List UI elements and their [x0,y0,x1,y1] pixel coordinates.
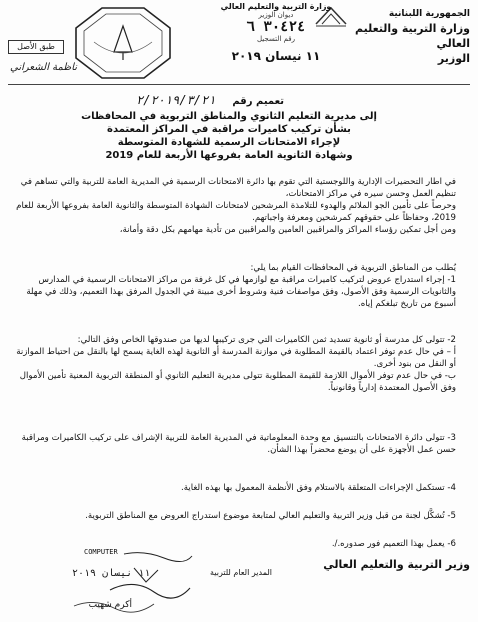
list-item: أ – في حال عدم توفر اعتماد بالقيمة المطلوبة في موازنة المدرسة أو الثانوية لهذه الغاية يسمح لها بالنقل من احتياط الموازنة أو النقل من بنود أخرى. [16,347,456,369]
subject-block [40,110,418,162]
received-date-stamp: ١١ نيسان ٢٠١٩ [72,568,151,579]
list-item: 3- تتولى دائرة الامتحانات بالتنسيق مع وحدة المعلوماتية في المديرية العامة للتربية الإشراف على تركيب الكاميرات ومراقبة حسن عمل الأجهزة على أن يوضع محضراً بهذا الشأن. [21,433,456,455]
list-item: 5- تُشكَّل لجنة من قبل وزير التربية والتعليم العالي لمتابعة موضوع استدراج العروض مع المناطق التربوية. [85,511,456,521]
republic-name: الجمهورية اللبنانية [388,9,470,19]
true-copy-box: طبق الأصل [8,40,64,54]
stamp-received-label: رقم التسجيل [257,35,295,43]
intro-paragraphs [14,176,456,236]
stamp-ministry: وزارة التربية والتعليم العالي [220,2,332,11]
stamp-date: ١١ نيسان ٢٠١٩ [231,49,321,63]
list-item: 2- تتولى كل مدرسة أو ثانوية تسديد ثمن الكاميرات التي جرى تركيبها لديها من صندوقها الخاص وفق التالي: [77,335,456,345]
subject-line-4: وشهادة الثانوية العامة بفروعها الأربعة للعام 2019 [105,150,353,161]
minister-signature-title: وزير التربية والتعليم العالي [323,558,470,571]
item-6 [200,538,456,550]
payment-section [14,334,456,394]
paragraph-2: وحرصاً على تأمين الجو الملائم والهدوء للتلامذة المرشحين لامتحانات الشهادة المتوسطة والثانوية العامة بفروعها الأربعة للعام 2019، وحفاظاً على حقوقهم كمرشحين ومعرفة واجباتهم. [16,201,456,223]
list-item: ب- في حال عدم توفر الأموال اللازمة للقيمة المطلوبة تتولى مديرية التعليم الثانوي أو المنطقة التربوية المعنية تأمين الأموال وفق الأصول المعتمدة إدارياً وقانونياً. [19,371,456,393]
subject-line-3: لإجراء الامتحانات الرسمية للشهادة المتوسطة [117,137,341,148]
memo-title: تعميم رقم [232,96,284,107]
ministry-name: وزارة التربية والتعليم العالي [355,22,470,50]
paragraph-4: يُطلب من المناطق التربوية في المحافظات القيام بما يلي: [250,263,456,273]
registration-stamp [212,2,340,63]
official-seal-icon [74,6,172,80]
instructions-list [14,262,456,310]
letterhead [330,8,470,66]
stamp-office: ديوان الوزير [258,11,294,19]
minister-title: الوزير [437,52,470,65]
list-item: 1- إجراء استدراج عروض لتركيب كاميرات مراقبة مع لوازمها في كل غرفة من مراكز الامتحانات الرسمية في المدارس والثانويات الرسمية وفق الأصول، وفق مواصفات فنية وشروط أخرى مبينة في الجدول المرفق بهذا التعميم، وذلك في مهلة أسبوع من تاريخ تبلغكم إياه. [26,275,456,309]
subject-line-1: إلى مديرية التعليم الثانوي والمناطق التربوية في المحافظات [81,111,377,122]
stamp-number: ٣٠٤٢٤ ٦ [246,19,306,35]
paragraph-1: في اطار التحضيرات الإدارية واللوجستية التي تقوم بها دائرة الامتحانات الرسمية في المديرية العامة للتربية والتي تساهم في تنظيم العمل وحسن سيره في مراكز الامتحانات، [20,177,456,199]
item-3 [14,432,456,456]
header-divider [8,84,470,85]
list-item: 4- تستكمل الإجراءات المتعلقة بالاستلام وفق الأنظمة المعمول بها بهذه الغاية. [180,483,456,493]
paragraph-3: ومن أجل تمكين رؤساء المراكز والمراقبين العامين والمراقبين من تأدية مهامهم بكل دقة وأمانة، [119,225,456,235]
handwritten-note: ناظمة الشعراني [10,62,78,73]
list-item: 6- يعمل بهذا التعميم فور صدوره./. [331,539,456,549]
computer-stamp: COMPUTER [84,548,118,556]
minister-name: أكرم شهيب [88,600,132,610]
reference-number: ٢/٢٠١٩/٣/٢١ [136,93,216,107]
director-general-label: المدير العام للتربية [210,568,272,577]
item-4 [14,482,456,494]
item-5 [14,510,456,522]
subject-line-2: بشأن تركيب كاميرات مراقبة في المراكز المعتمدة [107,124,351,135]
